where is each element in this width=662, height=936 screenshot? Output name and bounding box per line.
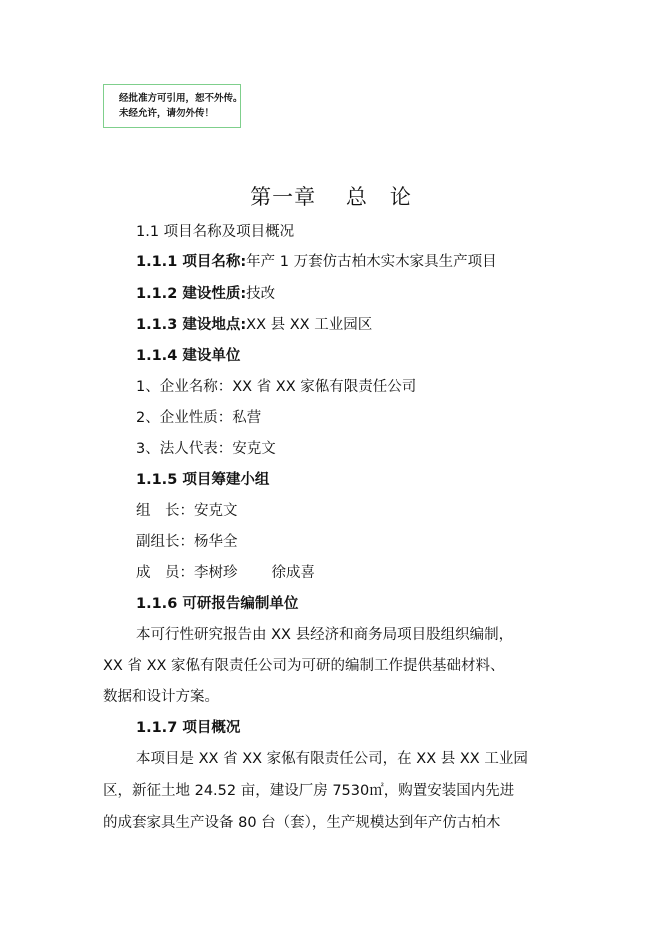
s116-paragraph-line-1: 本可行性研究报告由 XX 县经济和商务局项目股组织编制， xyxy=(136,627,514,643)
member-1: 成 员：李树珍 xyxy=(136,565,238,581)
section-1-1-3 xyxy=(136,315,372,335)
s117-paragraph-line-3: 的成套家具生产设备 80 台（套），生产规模达到年产仿古柏木 xyxy=(103,815,501,831)
project-name-value: 年产 1 万套仿古柏木实木家具生产项目 xyxy=(246,254,497,270)
s116-paragraph-line-2: XX 省 XX 家俬有限责任公司为可研的编制工作提供基础材料、 xyxy=(103,658,505,674)
section-1-1-1 xyxy=(136,252,497,272)
s117-paragraph-line-2: 区，新征土地 24.52 亩，建设厂房 7530㎡，购置安装国内先进 xyxy=(103,783,515,799)
member-2: 徐成喜 xyxy=(271,565,315,581)
unit-nature: 2、企业性质：私营 xyxy=(136,410,262,426)
group-leader: 组 长：安克文 xyxy=(136,503,238,519)
construction-nature-label: 1.1.2 建设性质: xyxy=(136,286,247,302)
section-1-1-5-title: 1.1.5 项目筹建小组 xyxy=(136,472,270,488)
unit-name: 1、企业名称：XX 省 XX 家俬有限责任公司 xyxy=(136,379,417,395)
notice-line-2: 未经允许，请勿外传！ xyxy=(119,108,215,119)
notice-box xyxy=(103,84,241,128)
construction-site-label: 1.1.3 建设地点: xyxy=(136,317,247,333)
s116-paragraph-line-3: 数据和设计方案。 xyxy=(103,689,219,705)
section-1-1-title: 1.1 项目名称及项目概况 xyxy=(136,224,295,240)
section-1-1-2 xyxy=(136,284,275,304)
group-members xyxy=(136,563,315,583)
chapter-title: 第一章 总 论 xyxy=(250,185,412,209)
s117-paragraph-line-1: 本项目是 XX 省 XX 家俬有限责任公司，在 XX 县 XX 工业园 xyxy=(136,751,528,767)
construction-site-value: XX 县 XX 工业园区 xyxy=(246,317,373,333)
section-1-1-4-title: 1.1.4 建设单位 xyxy=(136,348,241,364)
section-1-1-6-title: 1.1.6 可研报告编制单位 xyxy=(136,596,299,612)
construction-nature-value: 技改 xyxy=(246,286,276,302)
section-1-1-7-title: 1.1.7 项目概况 xyxy=(136,720,241,736)
notice-line-1: 经批准方可引用，恕不外传。 xyxy=(119,93,243,104)
project-name-label: 1.1.1 项目名称: xyxy=(136,254,247,270)
legal-representative: 3、法人代表：安克文 xyxy=(136,441,276,457)
vice-group-leader: 副组长：杨华全 xyxy=(136,534,238,550)
